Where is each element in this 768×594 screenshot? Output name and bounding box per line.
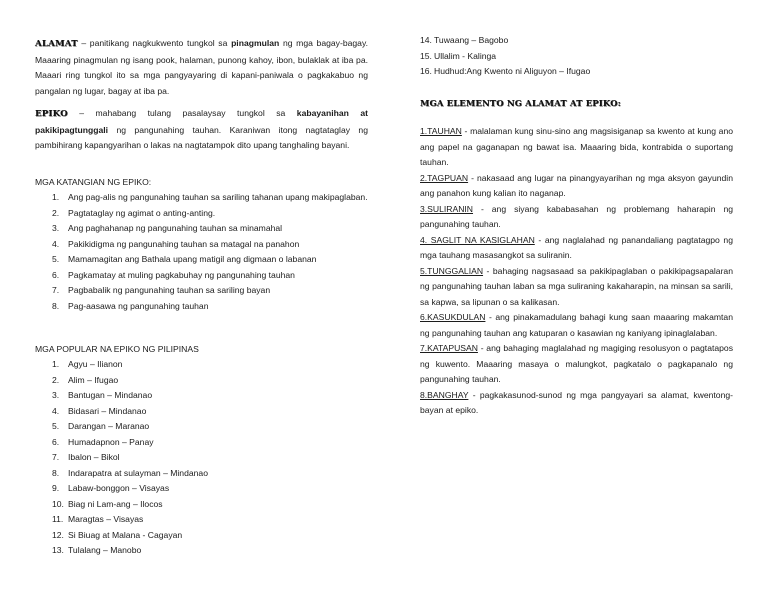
list-item bbox=[35, 283, 368, 299]
elemento-item bbox=[420, 202, 733, 233]
epiko-definition bbox=[35, 106, 368, 154]
list-number: 4. bbox=[52, 405, 60, 416]
elemento-list bbox=[420, 124, 733, 419]
list-number: 8. bbox=[52, 300, 60, 311]
epiko-term: EPIKO bbox=[35, 109, 68, 119]
elemento-label: 2.TAGPUAN bbox=[420, 172, 469, 183]
popular-epics-heading: MGA POPULAR NA EPIKO NG PILIPINAS bbox=[35, 344, 199, 354]
list-text: Pakikidigma ng pangunahing tauhan sa matagal na panahon bbox=[68, 238, 300, 249]
list-text: Si Biuag at Malana - Cagayan bbox=[68, 529, 183, 540]
elemento-text: - bahaging nagsasaad sa pakikipaglaban o pakikipagsapalaran ng pangunahing tauhan laban sa mga suliraning kakaharapin, na minsan sa sarili, sa kapwa, sa lipunan o sa kalikasan. bbox=[420, 265, 733, 307]
list-text: Ang paghahanap ng pangunahing tauhan sa minamahal bbox=[68, 223, 283, 233]
list-number: 9. bbox=[52, 483, 60, 493]
list-text: Alim – Ifugao bbox=[68, 374, 119, 385]
elemento-text: - malalaman kung sinu-sino ang magsisiganap sa kwento at kung ano ang papel na gaganapan ng bawat isa. Maaaring bida, kontrabida o suportang tauhan. bbox=[420, 126, 733, 167]
elemento-item bbox=[420, 124, 733, 171]
list-item bbox=[35, 466, 368, 482]
list-item bbox=[35, 388, 368, 404]
list-text: Maragtas – Visayas bbox=[68, 514, 144, 524]
epiko-rest: ng pangunahing tauhan. Karaniwan itong nagtataglay ng pambihirang kapangyarihan o lakas na nagtatampok dito upang tanghaling bayani. bbox=[35, 124, 368, 150]
list-number: 4. bbox=[52, 238, 60, 249]
alamat-rest: ng mga bagay-bagay. Maaaring pinagmulan ng isang pook, halaman, punong kahoy, ibon, bulaklak at iba pa. Maaari ring tungkol ito sa mga pangyayaring di kapani-paniwala o pagkakabuo ng pangalan ng lugar, bagay at iba pa. bbox=[35, 38, 368, 96]
alamat-term: ALAMAT bbox=[35, 39, 78, 49]
elemento-heading: MGA ELEMENTO NG ALAMAT AT EPIKO: bbox=[420, 98, 621, 108]
list-text: Humadapnon – Panay bbox=[68, 436, 154, 447]
list-text: Ullalim - Kalinga bbox=[434, 50, 497, 61]
list-text: Bidasari – Mindanao bbox=[68, 405, 147, 416]
list-item bbox=[35, 512, 368, 528]
list-number: 13. bbox=[52, 545, 64, 555]
elemento-label: 3.SULIRANIN bbox=[420, 203, 474, 214]
list-text: Pagbabalik ng pangunahing tauhan sa sariling bayan bbox=[68, 285, 271, 295]
list-number: 8. bbox=[52, 467, 60, 478]
elemento-item bbox=[420, 233, 733, 264]
list-number: 11. bbox=[52, 514, 64, 524]
popular-epics-list bbox=[35, 357, 368, 559]
list-item bbox=[35, 221, 368, 237]
list-item bbox=[35, 435, 368, 451]
list-item bbox=[35, 543, 368, 559]
list-text: Agyu – Ilianon bbox=[68, 359, 123, 369]
elemento-label: 6.KASUKDULAN bbox=[420, 312, 486, 322]
list-item bbox=[35, 252, 368, 268]
popular-epics-list-continued bbox=[420, 33, 733, 80]
list-text: Tuwaang – Bagobo bbox=[434, 35, 509, 45]
list-item bbox=[420, 64, 733, 80]
elemento-label: 5.TUNGGALIAN bbox=[420, 265, 484, 276]
list-item bbox=[35, 190, 368, 206]
elemento-label: 7.KATAPUSAN bbox=[420, 343, 478, 353]
list-number: 14. bbox=[420, 35, 432, 45]
list-text: Tulalang – Manobo bbox=[68, 545, 142, 555]
list-item bbox=[35, 497, 368, 513]
list-text: Pagtataglay ng agimat o anting-anting. bbox=[68, 207, 216, 218]
epiko-bold-phrase: kabayanihan at pakikipagtunggali bbox=[35, 108, 368, 135]
list-text: Hudhud:Ang Kwento ni Aliguyon – Ifugao bbox=[434, 66, 591, 76]
list-number: 7. bbox=[52, 285, 60, 295]
list-item bbox=[35, 404, 368, 420]
elemento-item bbox=[420, 341, 733, 388]
list-number: 12. bbox=[52, 529, 64, 540]
elemento-item bbox=[420, 264, 733, 311]
epiko-intro: – mahabang tulang pasalaysay tungkol sa bbox=[67, 108, 297, 118]
list-number: 5. bbox=[52, 421, 60, 431]
list-number: 1. bbox=[52, 192, 60, 202]
elemento-text: - ang bahaging maglalahad ng magiging resolusyon o pagtatapos ng kuwento. Maaaring masaya o malungkot, pagkatalo o pagkapanalo ng pangunahing tauhan. bbox=[420, 343, 733, 384]
list-item bbox=[35, 373, 368, 389]
list-text: Bantugan – Mindanao bbox=[68, 390, 153, 400]
list-text: Darangan – Maranao bbox=[68, 421, 150, 431]
katangian-list bbox=[35, 190, 368, 314]
list-number: 6. bbox=[52, 436, 60, 447]
list-number: 3. bbox=[52, 390, 60, 400]
list-number: 1. bbox=[52, 359, 60, 369]
elemento-text: - ang naglalahad ng panandaliang pagtatagpo ng mga tauhang masasangkot sa suliranin. bbox=[420, 234, 733, 260]
list-number: 2. bbox=[52, 374, 60, 385]
list-number: 10. bbox=[52, 498, 64, 509]
list-text: Indarapatra at sulayman – Mindanao bbox=[68, 467, 208, 478]
elemento-item bbox=[420, 310, 733, 341]
list-item bbox=[35, 528, 368, 544]
alamat-bold-word: pinagmulan bbox=[231, 38, 280, 48]
list-item bbox=[35, 237, 368, 253]
elemento-text: - ang pinakamadulang bahagi kung saan maaaring makamtan ng pangunahing tauhan ang katuparan o kasawian ng kaniyang ipinaglalaban. bbox=[420, 312, 733, 338]
list-text: Ibalon – Bikol bbox=[68, 452, 120, 462]
list-number: 6. bbox=[52, 269, 60, 280]
elemento-text: - pagkakasunod-sunod ng mga pangyayari sa alamat, kwentong-bayan at epiko. bbox=[420, 389, 733, 415]
list-item bbox=[35, 299, 368, 315]
alamat-intro: – panitikang nagkukwento tungkol sa bbox=[77, 38, 232, 48]
elemento-label: 1.TAUHAN bbox=[420, 126, 462, 136]
elemento-text: - nakasaad ang lugar na pinangyayarihan ng mga aksyon gayundin ang panahon kung kalian ito naganap. bbox=[420, 172, 733, 198]
list-item bbox=[420, 33, 733, 49]
list-text: Labaw-bonggon – Visayas bbox=[68, 483, 170, 493]
list-item bbox=[35, 206, 368, 222]
elemento-label: 4. SAGLIT NA KASIGLAHAN bbox=[420, 234, 535, 245]
list-text: Pagkamatay at muling pagkabuhay ng pangunahing tauhan bbox=[68, 269, 295, 280]
list-text: Pag-aasawa ng pangunahing tauhan bbox=[68, 300, 209, 311]
elemento-text: - ang siyang kababasahan ng problemang haharapin ng pangunahing tauhan. bbox=[420, 203, 733, 229]
list-number: 7. bbox=[52, 452, 60, 462]
elemento-item bbox=[420, 171, 733, 202]
elemento-label: 8.BANGHAY bbox=[420, 389, 469, 400]
list-number: 5. bbox=[52, 254, 60, 264]
list-number: 2. bbox=[52, 207, 60, 218]
list-number: 3. bbox=[52, 223, 60, 233]
list-item bbox=[35, 450, 368, 466]
list-number: 16. bbox=[420, 66, 432, 76]
elemento-item bbox=[420, 388, 733, 419]
alamat-definition bbox=[35, 36, 368, 99]
katangian-heading: MGA KATANGIAN NG EPIKO: bbox=[35, 177, 152, 187]
list-text: Ang pag-alis ng pangunahing tauhan sa sariling tahanan upang makipaglaban. bbox=[68, 192, 368, 202]
list-item bbox=[420, 49, 733, 65]
list-item bbox=[35, 481, 368, 497]
list-item bbox=[35, 357, 368, 373]
list-text: Biag ni Lam-ang – Ilocos bbox=[68, 498, 163, 509]
list-number: 15. bbox=[420, 50, 432, 61]
list-item bbox=[35, 268, 368, 284]
list-text: Mamamagitan ang Bathala upang matigil ang digmaan o labanan bbox=[68, 254, 317, 264]
list-item bbox=[35, 419, 368, 435]
